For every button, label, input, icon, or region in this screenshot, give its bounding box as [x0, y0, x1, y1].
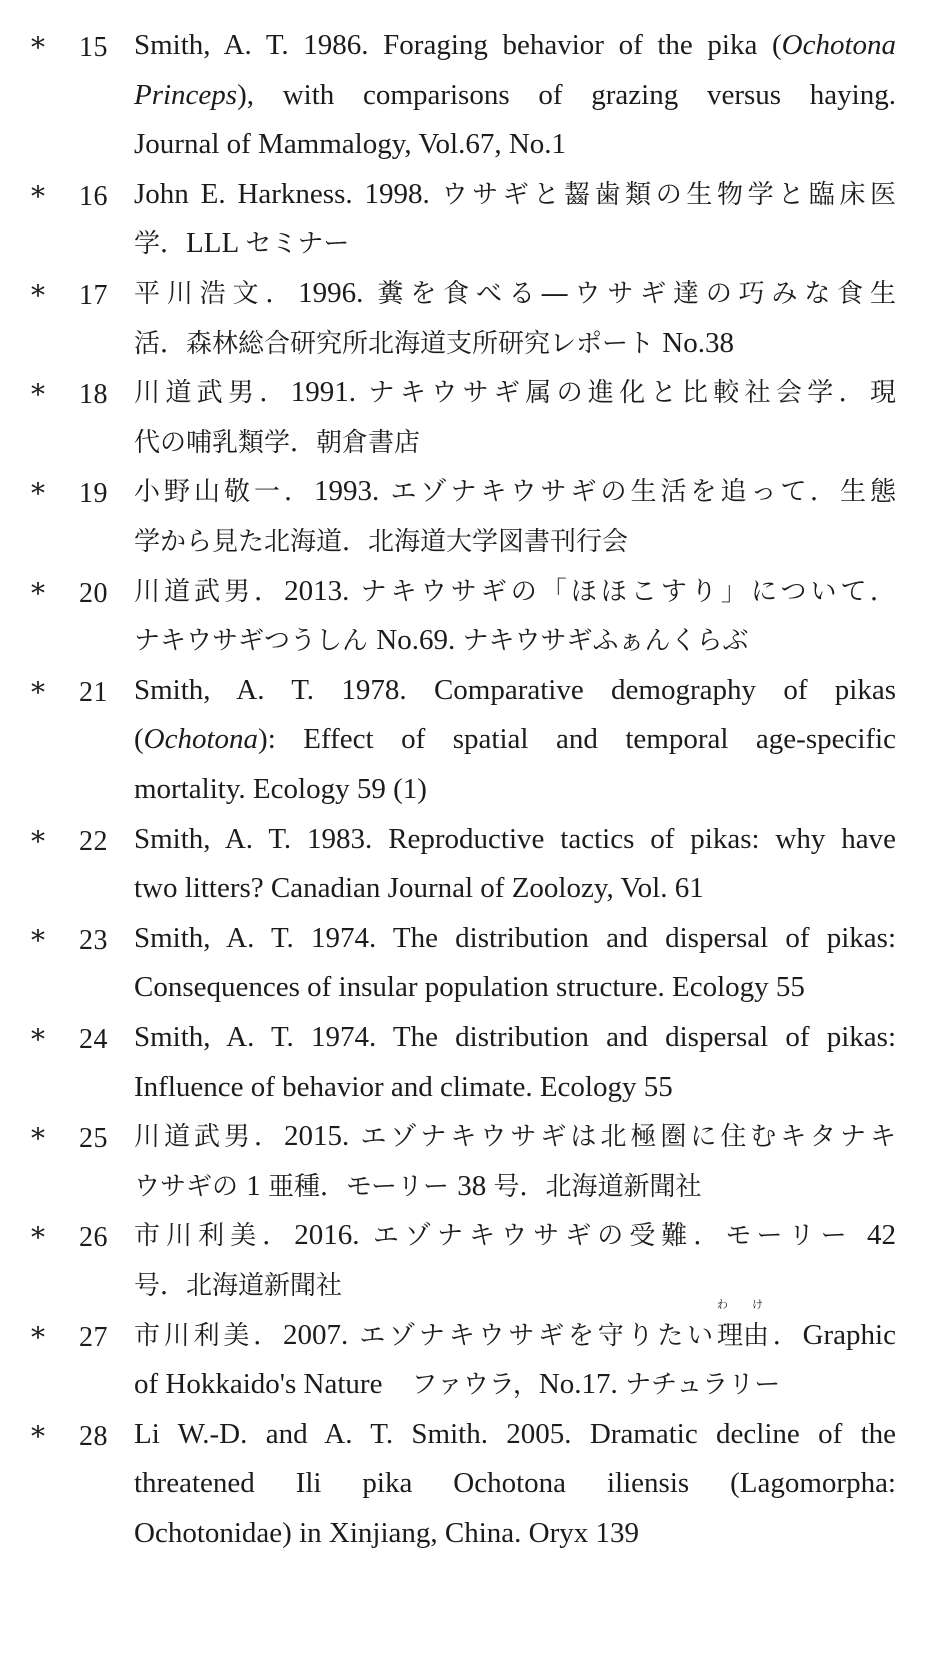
reference-segment: 2007. — [283, 1318, 360, 1351]
reference-segment: 2013. — [284, 574, 361, 607]
reference-line — [134, 1261, 896, 1311]
reference-segment: Li W.-D. and A. T. Smith. 2005. Dramatic decline of the — [134, 1417, 896, 1450]
ruby-base: 理由 — [716, 1320, 769, 1351]
reference-segment: LLL — [186, 227, 246, 260]
reference-number: 21 — [79, 676, 108, 708]
reference-segment: ． — [768, 1320, 803, 1351]
reference-segment: ナキウサギつうしん — [134, 626, 377, 657]
reference-marker: * — [31, 923, 45, 957]
reference-number: 23 — [79, 924, 108, 956]
reference-line — [134, 517, 896, 567]
reference-line — [134, 963, 896, 1013]
reference-line — [134, 1509, 896, 1559]
reference-segment: エゾナキウサギを守りたい — [359, 1320, 717, 1351]
reference-marker: * — [31, 675, 45, 709]
reference-segment: ): Effect of spatial and temporal age-specific — [258, 723, 896, 756]
reference-line — [134, 815, 896, 865]
reference-segment: 号．北海道新聞社 — [134, 1270, 343, 1301]
reference-text — [134, 1410, 896, 1559]
reference-line — [134, 71, 896, 121]
reference-number: 19 — [79, 478, 108, 510]
reference-line — [134, 1112, 896, 1162]
reference-segment: threatened Ili pika Ochotona iliensis (Lagomorpha: — [134, 1467, 896, 1500]
reference-segment: ), with comparisons of grazing versus haying. — [237, 78, 896, 111]
reference-text — [134, 666, 896, 815]
reference-marker: * — [31, 1221, 45, 1255]
reference-segment: Ochotonidae) in Xinjiang, China. Oryx 139 — [134, 1516, 639, 1549]
reference-segment: エゾナキウサギの生活を追って．生態 — [390, 477, 896, 508]
reference-segment: 市川利美． — [134, 1320, 284, 1351]
reference-number: 17 — [79, 280, 108, 311]
reference-segment: Journal of Mammalogy, Vol.67, No.1 — [134, 128, 567, 161]
reference-segment: No.38 — [662, 326, 734, 359]
reference-segment: 学から見た北海道．北海道大学図書刊行会 — [134, 526, 629, 557]
reference-line — [134, 170, 896, 220]
reference-number: 20 — [79, 577, 108, 609]
reference-marker: * — [31, 824, 45, 858]
reference-segment: 2015. — [283, 1120, 361, 1153]
reference-segment: ナキウサギの「ほほこすり」について． — [360, 576, 896, 607]
reference-segment: No.17. — [538, 1368, 626, 1401]
reference-number: 22 — [79, 825, 108, 857]
reference-segment: ナキウサギふぁんくらぶ — [462, 626, 749, 657]
reference-segment: Smith, A. T. 1983. Reproductive tactics of pikas: why have — [134, 822, 896, 855]
reference-marker: * — [31, 378, 45, 412]
reference-line — [134, 1360, 896, 1410]
reference-text — [134, 21, 896, 170]
reference-number: 16 — [79, 180, 108, 212]
reference-marker: * — [31, 576, 45, 610]
reference-line — [134, 319, 896, 369]
reference-segment: 平川浩文． — [134, 279, 299, 309]
reference-line — [134, 616, 896, 666]
reference-marker: * — [31, 1122, 45, 1156]
reference-segment: 亜種．モーリー — [268, 1171, 458, 1202]
reference-segment: 学． — [134, 229, 187, 260]
reference-segment: 1991. — [290, 376, 369, 409]
reference-text — [134, 1013, 896, 1112]
reference-number: 27 — [79, 1321, 108, 1353]
reference-segment: エゾナキウサギは北極圏に住むキタナキ — [360, 1122, 896, 1153]
reference-segment: 2016. — [294, 1219, 373, 1252]
reference-marker: * — [31, 31, 45, 64]
reference-segment: 1993. — [314, 475, 391, 508]
reference-segment: 1996. — [298, 277, 378, 309]
italic-taxon: Ochotona — [143, 723, 259, 756]
reference-segment: of Hokkaido's Nature — [134, 1368, 412, 1401]
reference-number: 25 — [79, 1123, 108, 1155]
reference-text — [134, 1297, 896, 1410]
reference-line — [134, 864, 896, 914]
reference-line — [134, 1459, 896, 1509]
reference-line — [134, 765, 896, 815]
reference-marker: * — [31, 179, 45, 213]
reference-marker: * — [31, 279, 45, 312]
reference-segment: Smith, A. T. 1974. The distribution and dispersal of pikas: — [134, 1021, 896, 1053]
reference-number: 28 — [79, 1420, 108, 1452]
reference-line — [134, 1410, 896, 1460]
reference-marker: * — [31, 477, 45, 511]
reference-segment: ファウラ， — [411, 1370, 539, 1401]
reference-line — [134, 1211, 896, 1261]
reference-segment: セミナー — [245, 229, 350, 260]
reference-line — [134, 21, 896, 71]
reference-text — [134, 914, 896, 1013]
reference-marker: * — [31, 1320, 45, 1354]
reference-line — [134, 666, 896, 716]
reference-segment: mortality. Ecology 59 (1) — [134, 772, 427, 805]
reference-segment: 42 — [867, 1219, 896, 1252]
reference-segment: Influence of behavior and climate. Ecology 55 — [134, 1070, 673, 1103]
reference-segment: 糞を食べる―ウサギ達の巧みな食生 — [377, 279, 896, 309]
reference-line — [134, 1297, 896, 1361]
ruby-reading: わけ — [716, 1297, 769, 1311]
reference-segment: 川道武男． — [134, 576, 285, 607]
reference-marker: * — [31, 1023, 45, 1056]
reference-segment: Graphic — [802, 1318, 896, 1351]
reference-segment: 活．森林総合研究所北海道支所研究レポート — [134, 328, 663, 359]
reference-segment: Smith, A. T. 1978. Comparative demography of pikas — [134, 673, 896, 706]
reference-segment: ナチュラリー — [625, 1370, 781, 1401]
reference-text — [134, 815, 896, 914]
reference-text — [134, 1112, 896, 1211]
reference-line — [134, 269, 896, 319]
reference-segment: 市川利美． — [134, 1221, 295, 1252]
reference-segment: ( — [134, 723, 144, 756]
reference-number: 26 — [79, 1222, 108, 1254]
reference-segment: ウサギの — [134, 1171, 247, 1202]
reference-text — [134, 170, 896, 269]
reference-segment: 38 — [457, 1169, 494, 1202]
reference-segment: ウサギと齧歯類の生物学と臨床医 — [441, 179, 896, 210]
reference-line — [134, 715, 896, 765]
reference-text — [134, 467, 896, 566]
reference-segment: Smith, A. T. 1974. The distribution and dispersal of pikas: — [134, 921, 896, 954]
reference-segment: Smith, A. T. 1986. Foraging behavior of the pika ( — [134, 29, 782, 61]
reference-text — [134, 269, 896, 368]
reference-line — [134, 467, 896, 517]
reference-segment: 川道武男． — [134, 378, 291, 409]
reference-text — [134, 567, 896, 666]
reference-line — [134, 219, 896, 269]
reference-line — [134, 1013, 896, 1063]
italic-taxon: Ochotona — [781, 29, 896, 61]
reference-line — [134, 418, 896, 468]
reference-text — [134, 368, 896, 467]
reference-segment: No.69. — [376, 624, 463, 657]
reference-segment: 小野山敬一． — [134, 477, 315, 508]
reference-line — [134, 567, 896, 617]
reference-line — [134, 914, 896, 964]
reference-segment: ナキウサギ属の進化と比較社会学．現 — [368, 378, 896, 409]
reference-segment: John E. Harkness. 1998. — [134, 177, 442, 210]
reference-segment: 1 — [246, 1169, 269, 1202]
reference-segment: 代の哺乳類学．朝倉書店 — [134, 427, 421, 458]
reference-line — [134, 120, 896, 170]
reference-number: 15 — [79, 32, 108, 63]
reference-segment: Consequences of insular population structure. Ecology 55 — [134, 971, 805, 1004]
reference-marker: * — [31, 1419, 45, 1453]
reference-segment: 川道武男． — [134, 1122, 284, 1153]
reference-line — [134, 368, 896, 418]
reference-segment: two litters? Canadian Journal of Zoolozy, Vol. 61 — [134, 872, 704, 905]
ruby-annotated-word — [716, 1297, 769, 1362]
reference-line — [134, 1063, 896, 1113]
italic-taxon: Princeps — [134, 78, 238, 111]
reference-line — [134, 1162, 896, 1212]
reference-number: 24 — [79, 1024, 108, 1055]
reference-segment: エゾナキウサギの受難．モーリー — [372, 1221, 867, 1252]
reference-segment: 号．北海道新聞社 — [493, 1171, 702, 1202]
reference-text — [134, 1211, 896, 1310]
reference-number: 18 — [79, 379, 108, 411]
